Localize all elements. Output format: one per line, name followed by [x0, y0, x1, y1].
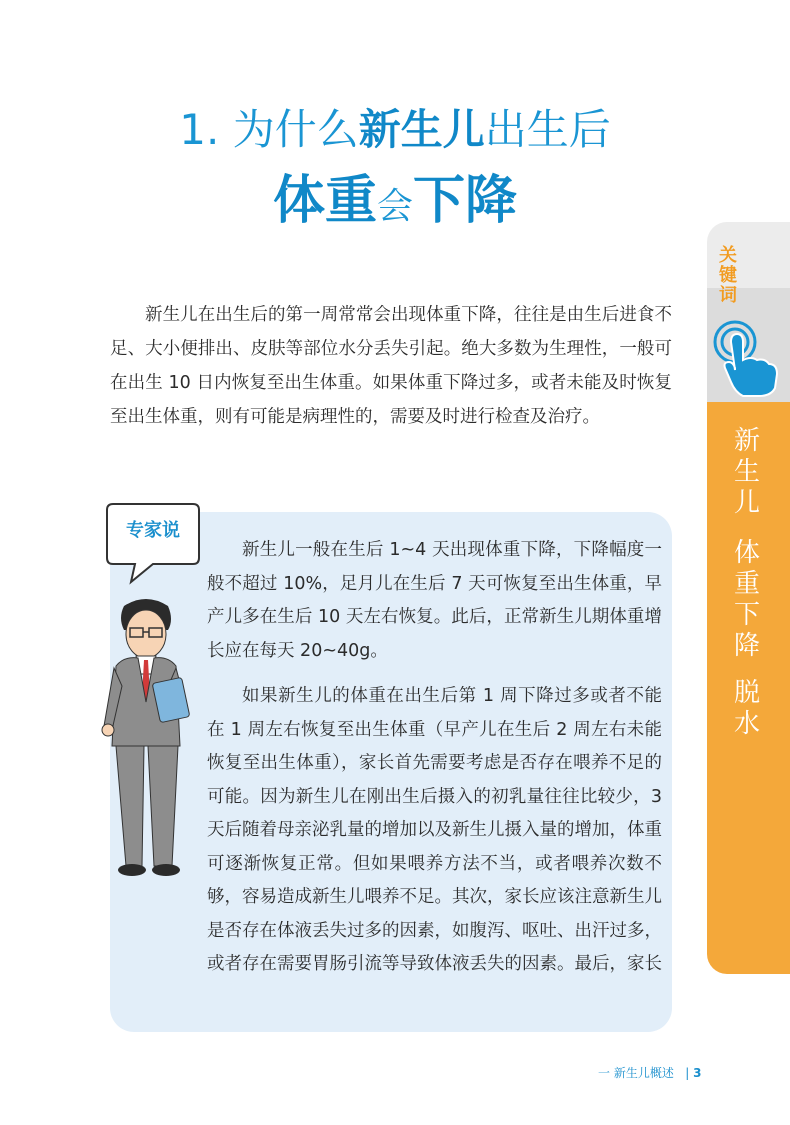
expert-paragraph-2: 如果新生儿的体重在出生后第 1 周下降过多或者不能在 1 周左右恢复至出生体重（早产儿在生后 2 周左右未能恢复至出生体重），家长首先需要考虑是否存在喂养不足的可能。因为新生儿在刚出生后摄入的初乳量往往比较少，3 天后随着母亲泌乳量的增加以及新生儿摄入量的增加，体重可逐渐恢复正常。但如果喂养方法不当，或者喂养次数不够，容易造成新生儿喂养不足。其次，家长应该注意新生儿是否存在体液丢失过多的因素，如腹泻、呕吐、出汗过多，或者存在需要胃肠引流等导致体液丢失的因素。最后，家长	[207, 686, 662, 974]
page-footer	[598, 1064, 748, 1081]
keyword-term-newborn: 新生儿	[733, 426, 760, 518]
title-small-word: 会	[376, 186, 413, 227]
footer-section: 一 新生儿概述	[598, 1066, 674, 1080]
keyword-side-tab	[707, 222, 790, 974]
keyword-label: 关键词	[719, 245, 737, 306]
title-text-tail: 出生后	[484, 105, 611, 154]
title-number: 1.	[179, 105, 220, 154]
intro-paragraph: 新生儿在出生后的第一周常常会出现体重下降，往往是由生后进食不足、大小便排出、皮肤等部位水分丢失引起。绝大多数为生理性，一般可在出生 10 日内恢复至出生体重。如果体重下降过多，或者未能及时恢复至出生体重，则有可能是病理性的，需要及时进行检查及治疗。	[110, 305, 672, 427]
title-bold-decline: 下降	[413, 171, 518, 231]
page-title-line-2	[0, 168, 790, 240]
page-title-line-1	[0, 100, 790, 160]
doctor-illustration	[94, 596, 198, 886]
tap-hand-icon	[711, 318, 781, 398]
footer-divider: |	[677, 1066, 690, 1080]
keyword-term-dehydration: 脱水	[733, 678, 760, 739]
expert-says-label: 专家说	[126, 520, 180, 541]
title-bold-weight: 体重	[272, 171, 377, 231]
title-text-light: 为什么	[232, 105, 359, 154]
expert-paragraph-1: 新生儿一般在生后 1~4 天出现体重下降，下降幅度一般不超过 10%，足月儿在生后 7 天可恢复至出生体重，早产儿多在生后 10 天左右恢复。此后，正常新生儿期体重增长应在每天 20~40g。	[207, 540, 662, 661]
speech-bubble-icon	[103, 500, 203, 586]
keyword-term-weight-loss: 体重下降	[733, 538, 760, 661]
title-text-bold: 新生儿	[358, 105, 485, 154]
page-number: 3	[693, 1066, 702, 1080]
